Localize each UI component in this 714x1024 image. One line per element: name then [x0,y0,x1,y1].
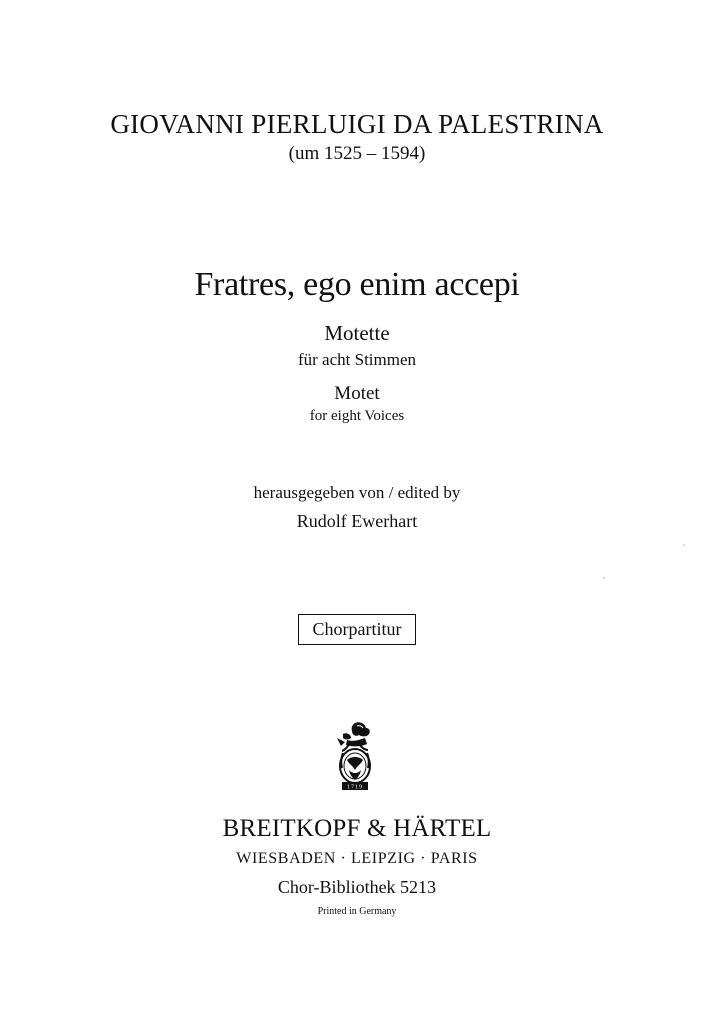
series-number: Chor-Bibliothek 5213 [277,877,437,897]
editor-name: Rudolf Ewerhart [296,511,418,531]
voicing-english: for eight Voices [309,408,405,424]
form-german: Motette [324,321,390,345]
voicing-german: für acht Stimmen [297,350,417,369]
printed-in-label: Printed in Germany [317,906,397,917]
publisher-cities: WIESBADEN · LEIPZIG · PARIS [236,850,478,867]
paper-speck [603,577,605,579]
score-type-label: Chorpartitur [298,614,417,645]
composer-dates: (um 1525 – 1594) [288,143,426,164]
breitkopf-bear-emblem-icon [329,720,379,794]
logo-year: 1719 [347,784,363,791]
paper-speck [683,544,685,546]
score-type-box [0,614,714,645]
publisher-name: BREITKOPF & HÄRTEL [222,815,492,842]
work-title: Fratres, ego enim accepi [194,266,520,303]
form-english: Motet [334,383,380,404]
edited-by-label: herausgegeben von / edited by [253,483,461,502]
composer-name: GIOVANNI PIERLUIGI DA PALESTRINA [110,109,604,139]
